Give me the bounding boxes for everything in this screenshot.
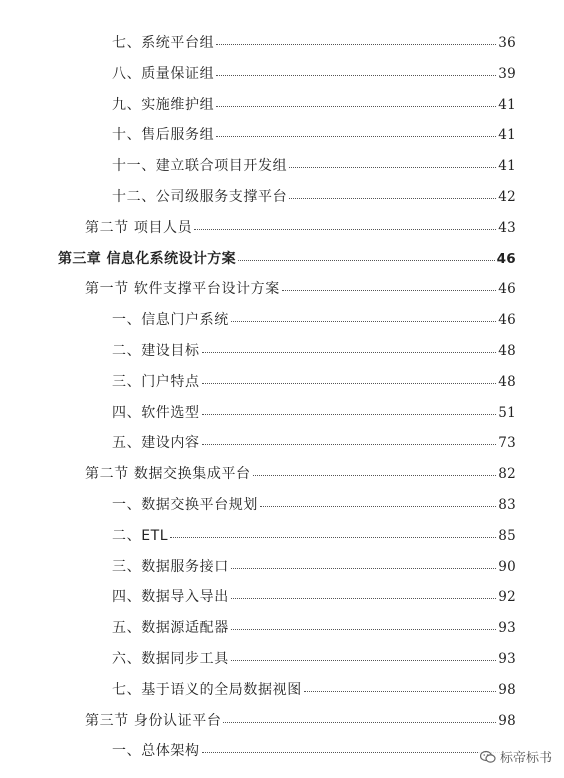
toc-entry-page-number: 36 — [498, 35, 516, 51]
wechat-icon — [480, 750, 496, 764]
toc-entry[interactable] — [58, 248, 516, 270]
dot-leader — [238, 259, 495, 261]
toc-entry[interactable] — [112, 679, 516, 701]
toc-entry[interactable] — [112, 740, 516, 762]
toc-entry-title: 六、数据同步工具 — [112, 651, 229, 667]
dot-leader — [231, 597, 496, 599]
dot-leader — [282, 289, 496, 291]
toc-entry[interactable] — [112, 155, 516, 177]
toc-entry-page-number: 43 — [498, 219, 516, 236]
toc-entry-title: 一、信息门户系统 — [112, 312, 229, 329]
toc-entry-title: 十、售后服务组 — [112, 127, 215, 144]
dot-leader — [260, 505, 496, 507]
dot-leader — [216, 135, 496, 137]
dot-leader — [289, 166, 496, 168]
toc-entry-page-number: 82 — [498, 466, 516, 483]
toc-entry-title: 七、基于语义的全局数据视图 — [112, 681, 302, 698]
toc-entry[interactable] — [112, 648, 516, 670]
toc-entry-page-number: 48 — [498, 373, 516, 390]
toc-entry-title: 九、实施维护组 — [112, 96, 215, 113]
toc-entry-page-number: 98 — [498, 681, 516, 698]
watermark-text: 标帝标书 — [499, 751, 552, 766]
dot-leader — [289, 197, 496, 199]
toc-entry-page-number: 51 — [498, 404, 516, 421]
dot-leader — [304, 690, 496, 692]
toc-entry[interactable] — [112, 525, 516, 547]
toc-entry[interactable] — [112, 402, 516, 424]
dot-leader — [202, 443, 497, 445]
toc-entry-title: 三、数据服务接口 — [112, 558, 229, 575]
toc-entry[interactable] — [112, 617, 516, 639]
toc-entry[interactable] — [112, 432, 516, 454]
toc-entry-title: 八、质量保证组 — [112, 65, 215, 82]
toc-entry[interactable] — [112, 494, 516, 516]
dot-leader — [216, 74, 496, 76]
dot-leader — [231, 659, 496, 661]
toc-entry-page-number: 73 — [498, 435, 516, 452]
dot-leader — [231, 567, 496, 569]
toc-entry[interactable] — [112, 94, 516, 116]
toc-entry-page-number: 93 — [498, 651, 516, 667]
toc-entry-title: 四、软件选型 — [112, 404, 200, 421]
toc-entry[interactable] — [112, 586, 516, 608]
toc-entry-title: 第二节 项目人员 — [85, 219, 193, 236]
dot-leader — [231, 628, 496, 630]
watermark — [478, 747, 554, 766]
dot-leader — [216, 105, 496, 107]
dot-leader — [223, 721, 496, 723]
toc-entry-title: 二、建设目标 — [112, 343, 200, 359]
toc-entry-page-number: 42 — [498, 189, 516, 205]
dot-leader — [202, 751, 514, 753]
toc-entry[interactable] — [85, 463, 516, 485]
toc-entry-page-number: 39 — [498, 65, 516, 82]
toc-entry-page-number: 98 — [498, 712, 516, 729]
toc-entry[interactable] — [112, 309, 516, 331]
dot-leader — [202, 382, 497, 384]
toc-entry[interactable] — [112, 340, 516, 362]
toc-entry-page-number: 41 — [498, 158, 516, 175]
toc-entry-title: 五、数据源适配器 — [112, 620, 229, 637]
toc-entry-title: 第二节 数据交换集成平台 — [85, 466, 251, 483]
toc-entry[interactable] — [112, 556, 516, 578]
toc-entry-title: 三、门户特点 — [112, 373, 200, 390]
toc-entry[interactable] — [85, 710, 516, 732]
toc-entry[interactable] — [85, 278, 516, 300]
toc-entry[interactable] — [112, 371, 516, 393]
toc-entry-page-number: 46 — [498, 281, 516, 298]
toc-entry[interactable] — [112, 32, 516, 54]
toc-entry-title: 五、建设内容 — [112, 435, 200, 452]
toc-entry[interactable] — [112, 186, 516, 208]
dot-leader — [216, 43, 496, 45]
toc-entry-page-number: 83 — [498, 497, 516, 513]
toc-entry[interactable] — [85, 217, 516, 239]
toc-entry-title: 十一、建立联合项目开发组 — [112, 158, 288, 175]
toc-entry-title: 一、总体架构 — [112, 743, 200, 760]
toc-entry-page-number: 92 — [498, 589, 516, 606]
toc-entry-page-number: 46 — [496, 250, 516, 267]
toc-entry-page-number: 46 — [498, 312, 516, 329]
toc-entry-title: 二、ETL — [112, 527, 169, 544]
dot-leader — [202, 413, 497, 415]
toc-entry-title: 七、系统平台组 — [112, 35, 215, 51]
toc-entry-title: 第三章 信息化系统设计方案 — [58, 250, 237, 267]
dot-leader — [194, 228, 496, 230]
toc-entry-title: 十二、公司级服务支撑平台 — [112, 189, 288, 205]
toc-entry-title: 第三节 身份认证平台 — [85, 712, 222, 729]
toc-entry-page-number: 90 — [498, 558, 516, 575]
toc-entry-title: 第一节 软件支撑平台设计方案 — [85, 281, 280, 298]
toc-entry-page-number: 41 — [498, 96, 516, 113]
toc-entry[interactable] — [112, 63, 516, 85]
toc-entry-page-number: 93 — [498, 620, 516, 637]
dot-leader — [253, 474, 497, 476]
dot-leader — [170, 536, 496, 538]
toc-entry-page-number: 85 — [498, 527, 516, 544]
dot-leader — [231, 320, 496, 322]
toc-entry-title: 一、数据交换平台规划 — [112, 497, 258, 513]
toc-entry-page-number: 48 — [498, 343, 516, 359]
toc-entry[interactable] — [112, 124, 516, 146]
dot-leader — [202, 351, 497, 353]
toc-entry-title: 四、数据导入导出 — [112, 589, 229, 606]
toc-entry-page-number: 41 — [498, 127, 516, 144]
